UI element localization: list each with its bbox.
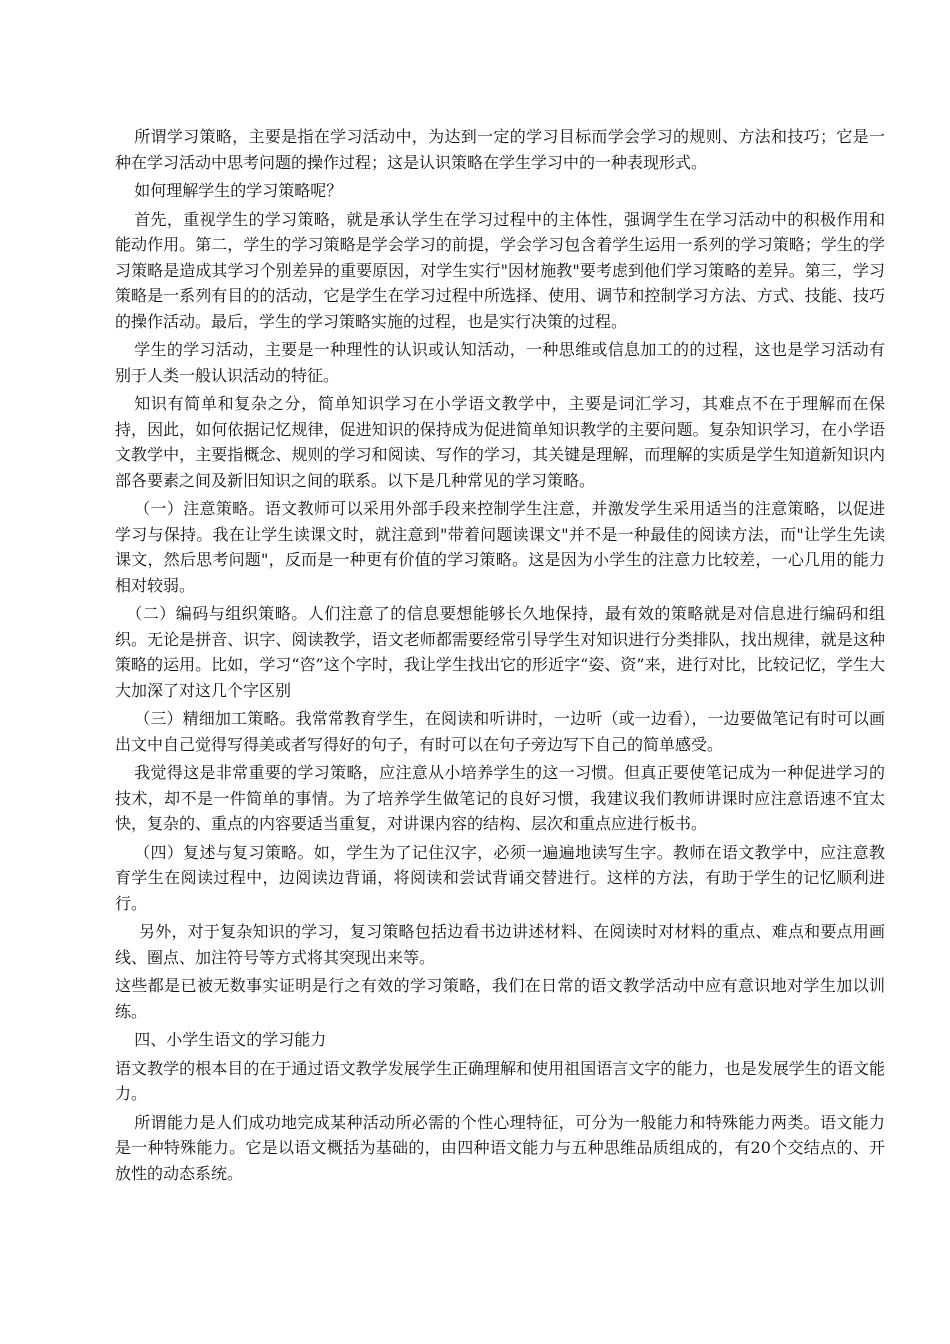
paragraph-encoding-strategy: （二）编码与组织策略。人们注意了的信息要想能够长久地保持，最有效的策略就是对信息进行编码和组织。无论是拼音、识字、阅读教学，语文老师都需要经常引导学生对知识进行分类排队，找出规律，就是这种策略的运用。比如，学习“咨”这个字时，我让学生找出它的形近字“姿、资”来，进行对比，比较记忆，学生大大加深了对这几个字区别 <box>115 604 885 700</box>
paragraph-summary: 这些都是已被无数事实证明是行之有效的学习策略，我们在日常的语文教学活动中应有意识地对学生加以训练。 <box>115 976 885 1021</box>
section-heading-ability: 四、小学生语文的学习能力 <box>134 1030 327 1049</box>
paragraph-learning-activity: 学生的学习活动，主要是一种理性的认识或认知活动，一种思维或信息加工的的过程，这也是学习活动有别于人类一般认识活动的特征。 <box>115 340 885 385</box>
paragraph-ability-definition: 所谓能力是人们成功地完成某种活动所必需的个性心理特征，可分为一般能力和特殊能力两类。语文能力是一种特殊能力。它是以语文概括为基础的，由四种语文能力与五种思维品质组成的，有20个交结点的、开放性的动态系统。 <box>115 1112 885 1183</box>
document-body <box>115 124 885 1189</box>
paragraph-question: 如何理解学生的学习策略呢？ <box>134 181 343 200</box>
paragraph-definition: 所谓学习策略，主要是指在学习活动中，为达到一定的学习目标而学会学习的规则、方法和技巧；它是一种在学习活动中思考问题的操作过程；这是认识策略在学生学习中的一种表现形式。 <box>115 127 885 172</box>
paragraph-elaboration-strategy: （三）精细加工策略。我常常教育学生，在阅读和听讲时，一边听（或一边看），一边要做笔记有时可以画出文中自己觉得写得美或者写得好的句子，有时可以在句子旁边写下自己的简单感受。 <box>115 709 885 754</box>
paragraph-teaching-goal: 语文教学的根本目的在于通过语文教学发展学生正确理解和使用祖国语言文字的能力，也是发展学生的语文能力。 <box>115 1058 885 1103</box>
paragraph-note-taking: 我觉得这是非常重要的学习策略，应注意从小培养学生的这一习惯。但真正要使笔记成为一种促进学习的技术，却不是一件简单的事情。为了培养学生做笔记的良好习惯，我建议我们教师讲课时应注意语速不宜太快，复杂的、重点的内容要适当重复，对讲课内容的结构、层次和重点应进行板书。 <box>115 763 885 833</box>
paragraph-complex-review: 另外，对于复杂知识的学习，复习策略包括边看书边讲述材料、在阅读时对材料的重点、难点和要点用画线、圈点、加注符号等方式将其突现出来等。 <box>115 922 885 967</box>
paragraph-first-second-third: 首先，重视学生的学习策略，就是承认学生在学习过程中的主体性，强调学生在学习活动中的积极作用和能动作用。第二，学生的学习策略是学会学习的前提，学会学习包含着学生运用一系列的学习策略；学生的学习策略是造成其学习个别差异的重要原因，对学生实行"因材施教"要考虑到他们学习策略的差异。第三，学习策略是一系列有目的的活动，它是学生在学习过程中所选择、使用、调节和控制学习方法、方式、技能、技巧的操作活动。最后，学生的学习策略实施的过程，也是实行决策的过程。 <box>115 209 885 331</box>
paragraph-attention-strategy: （一）注意策略。语文教师可以采用外部手段来控制学生注意，并激发学生采用适当的注意策略，以促进学习与保持。我在让学生读课文时，就注意到"带着问题读课文"并不是一种最佳的阅读方法，而"让学生先读课文，然后思考问题"，反而是一种更有价值的学习策略。这是因为小学生的注意力比较差，一心几用的能力相对较弱。 <box>115 499 885 595</box>
paragraph-knowledge: 知识有简单和复杂之分，简单知识学习在小学语文教学中，主要是词汇学习，其难点不在于理解而在保持，因此，如何依据记忆规律，促进知识的保持成为促进简单知识教学的主要问题。复杂知识学习，在小学语文教学中，主要指概念、规则的学习和阅读、写作的学习，其关键是理解，而理解的实质是学生知道新知识内部各要素之间及新旧知识之间的联系。以下是几种常见的学习策略。 <box>115 394 885 490</box>
paragraph-rehearsal-strategy: （四）复述与复习策略。如，学生为了记住汉字，必须一遍遍地读写生字。教师在语文教学中，应注意教育学生在阅读过程中，边阅读边背诵，将阅读和尝试背诵交替进行。这样的方法，有助于学生的记忆顺利进行。 <box>115 842 885 913</box>
